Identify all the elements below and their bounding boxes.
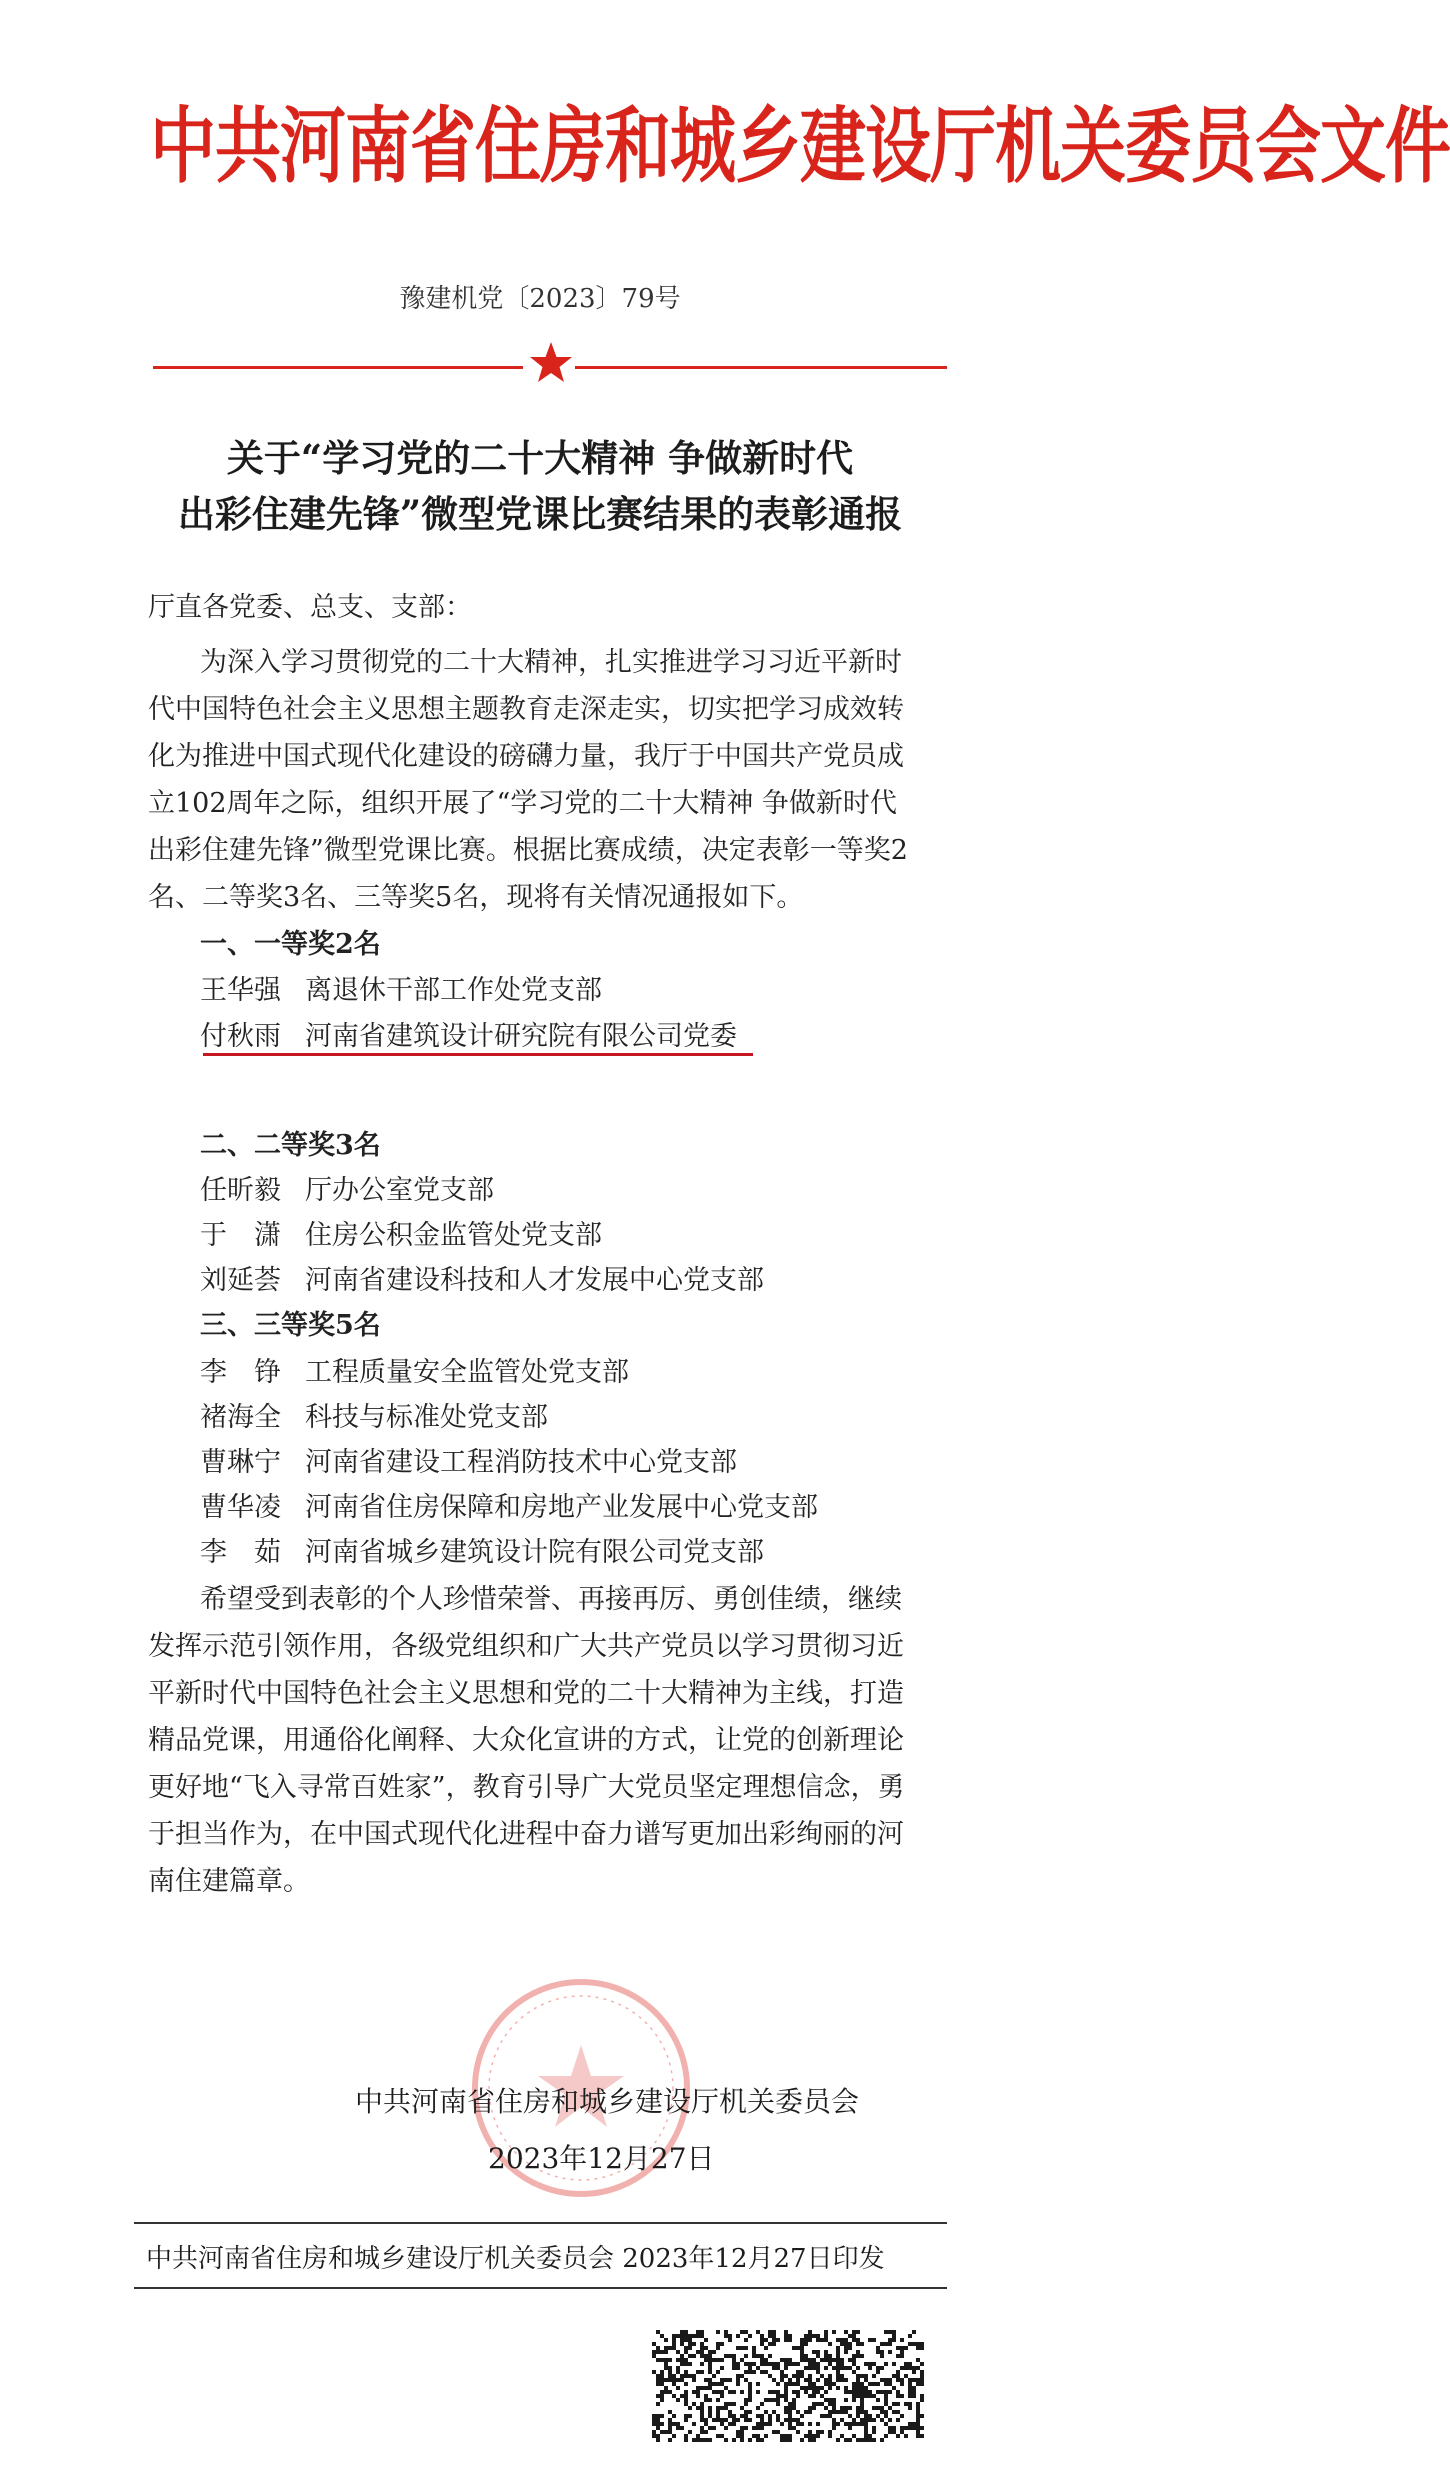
winner-name: 曹华凌 bbox=[200, 1492, 281, 1523]
winner-row bbox=[200, 1213, 602, 1252]
document-number: 豫建机党〔2023〕79号 bbox=[399, 284, 681, 314]
section-heading-first-prize: 一、一等奖2名 bbox=[200, 929, 381, 960]
intro-line: 名、二等奖3名、三等奖5名，现将有关情况通报如下。 bbox=[148, 882, 804, 913]
red-divider-right bbox=[575, 366, 947, 369]
winner-name: 刘延荟 bbox=[200, 1265, 281, 1296]
intro-line: 为深入学习贯彻党的二十大精神，扎实推进学习习近平新时 bbox=[200, 647, 902, 678]
closing-line: 发挥示范引领作用，各级党组织和广大共产党员以学习贯彻习近 bbox=[148, 1631, 904, 1662]
footer-rule-top bbox=[134, 2222, 947, 2224]
winner-name: 褚海全 bbox=[200, 1402, 281, 1433]
winner-unit: 河南省建设科技和人才发展中心党支部 bbox=[305, 1265, 764, 1296]
closing-line: 希望受到表彰的个人珍惜荣誉、再接再厉、勇创佳绩，继续 bbox=[200, 1584, 902, 1615]
notice-title-line-1: 关于“学习党的二十大精神 争做新时代 bbox=[226, 436, 854, 480]
winner-row bbox=[200, 1350, 629, 1389]
winner-name: 于 潇 bbox=[200, 1220, 281, 1251]
intro-line: 出彩住建先锋”微型党课比赛。根据比赛成绩，决定表彰一等奖2 bbox=[148, 835, 908, 866]
closing-line: 于担当作为，在中国式现代化进程中奋力谱写更加出彩绚丽的河 bbox=[148, 1819, 904, 1850]
winner-unit: 厅办公室党支部 bbox=[305, 1175, 494, 1206]
winner-name: 李 茹 bbox=[200, 1537, 281, 1568]
closing-line: 平新时代中国特色社会主义思想和党的二十大精神为主线，打造 bbox=[148, 1678, 904, 1709]
winner-row bbox=[200, 1258, 764, 1297]
winner-name: 曹琳宁 bbox=[200, 1447, 281, 1478]
winner-unit: 河南省住房保障和房地产业发展中心党支部 bbox=[305, 1492, 818, 1523]
winner-name: 付秋雨 bbox=[200, 1021, 281, 1052]
barcode-image bbox=[652, 2330, 924, 2442]
issued-line: 中共河南省住房和城乡建设厅机关委员会 2023年12月27日印发 bbox=[146, 2244, 885, 2274]
winner-name: 李 铮 bbox=[200, 1357, 281, 1388]
closing-line: 南住建篇章。 bbox=[148, 1866, 310, 1897]
winner-unit: 工程质量安全监管处党支部 bbox=[305, 1357, 629, 1388]
red-divider-left bbox=[153, 366, 523, 369]
intro-line: 化为推进中国式现代化建设的磅礴力量，我厅于中国共产党员成 bbox=[148, 741, 904, 772]
winner-row bbox=[200, 1168, 494, 1207]
winner-row bbox=[200, 1395, 548, 1434]
winner-row bbox=[200, 1530, 764, 1569]
winner-row bbox=[200, 1014, 737, 1053]
winner-unit: 住房公积金监管处党支部 bbox=[305, 1220, 602, 1251]
winner-row bbox=[200, 1485, 818, 1524]
section-heading-second-prize: 二、二等奖3名 bbox=[200, 1130, 381, 1161]
winner-unit: 河南省城乡建筑设计院有限公司党支部 bbox=[305, 1537, 764, 1568]
notice-title-line-2: 出彩住建先锋”微型党课比赛结果的表彰通报 bbox=[177, 492, 903, 536]
intro-line: 代中国特色社会主义思想主题教育走深走实，切实把学习成效转 bbox=[148, 694, 904, 725]
winner-unit: 河南省建筑设计研究院有限公司党委 bbox=[305, 1021, 737, 1052]
winner-row bbox=[200, 968, 602, 1007]
signature-date: 2023年12月27日 bbox=[488, 2142, 715, 2175]
winner-name: 王华强 bbox=[200, 975, 281, 1006]
winner-unit: 河南省建设工程消防技术中心党支部 bbox=[305, 1447, 737, 1478]
section-heading-third-prize: 三、三等奖5名 bbox=[200, 1310, 381, 1341]
closing-line: 精品党课，用通俗化阐释、大众化宣讲的方式，让党的创新理论 bbox=[148, 1725, 904, 1756]
winner-unit: 科技与标准处党支部 bbox=[305, 1402, 548, 1433]
signature-organization: 中共河南省住房和城乡建设厅机关委员会 bbox=[355, 2085, 860, 2118]
star-icon bbox=[528, 340, 574, 386]
red-underline-mark bbox=[203, 1053, 753, 1056]
intro-line: 立102周年之际，组织开展了“学习党的二十大精神 争做新时代 bbox=[148, 788, 897, 819]
footer-rule-bottom bbox=[134, 2287, 947, 2289]
masthead-title: 中共河南省住房和城乡建设厅机关委员会文件 bbox=[150, 98, 1450, 195]
winner-row bbox=[200, 1440, 737, 1479]
winner-name: 任昕毅 bbox=[200, 1175, 281, 1206]
salutation: 厅直各党委、总支、支部： bbox=[148, 592, 472, 623]
winner-unit: 离退休干部工作处党支部 bbox=[305, 975, 602, 1006]
closing-line: 更好地“飞入寻常百姓家”，教育引导广大党员坚定理想信念，勇 bbox=[148, 1772, 905, 1803]
